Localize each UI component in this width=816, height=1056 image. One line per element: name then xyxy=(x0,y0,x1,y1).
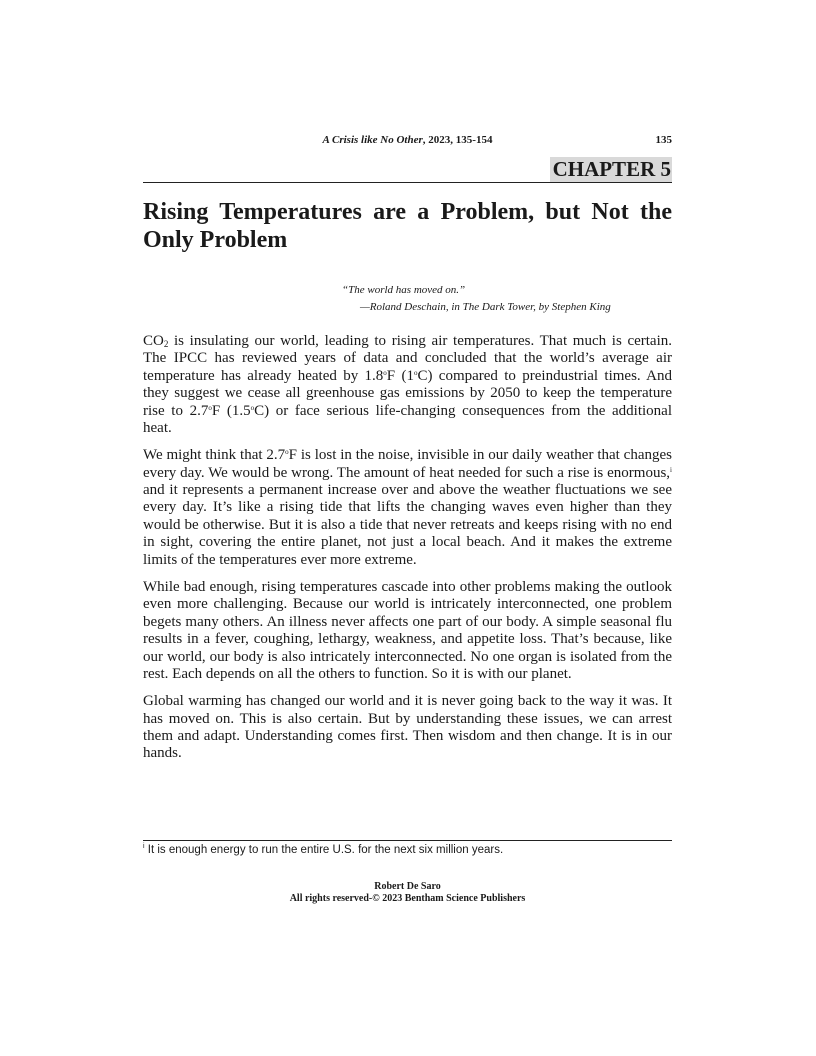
footnote-divider xyxy=(143,840,672,841)
text-run: C) compared to preindustrial times. And they suggest we cease all greenhouse gas emissions by 2050 to keep the temperature rise to 2.7 xyxy=(143,367,672,419)
chapter-label: CHAPTER 5 xyxy=(550,157,672,182)
degree-mark: o xyxy=(250,403,255,412)
book-citation xyxy=(143,131,672,149)
text-run: We might think that 2.7 xyxy=(143,447,286,464)
subscript: 2 xyxy=(163,339,169,349)
paragraph-3: While bad enough, rising temperatures cascade into other problems making the outlook even more challenging. Because our world is intricately interconnected, one problem begets many others. An illness never affects one part of our body. A simple seasonal flu results in a fever, coughing, lethargy, weakness, and appetite loss. That’s because, like our world, our body is also intricately interconnected. No one organ is isolated from the rest. Each depends on all the others to function. So it is with our planet. xyxy=(143,578,672,682)
page-footer xyxy=(143,881,672,905)
page-number: 135 xyxy=(655,134,672,146)
footnote xyxy=(143,842,672,858)
footnote-marker: i xyxy=(143,843,145,850)
text-run: F (1 xyxy=(386,367,414,384)
degree-mark: o xyxy=(285,448,289,457)
epigraph-quote: “The world has moved on.” xyxy=(342,284,466,296)
footer-rights: All rights reserved-© 2023 Bentham Science Publishers xyxy=(289,893,526,904)
citation-details: , 2023, 135-154 xyxy=(422,134,493,146)
paragraph-2 xyxy=(143,447,672,569)
epigraph-attribution: —Roland Deschain, in The Dark Tower, by Stephen King xyxy=(360,301,611,313)
paragraph-4: Global warming has changed our world and it is never going back to the way it was. It has moved on. This is also certain. But by understanding these issues, we can arrest them and adapt. Understanding comes first. Then wisdom and then change. It is in our hands. xyxy=(143,693,672,762)
text-run: C) or face serious life-changing consequences from the additional heat. xyxy=(143,402,673,437)
degree-mark: o xyxy=(413,368,418,377)
chapter-bar xyxy=(143,157,672,183)
text-run: and it represents a permanent increase over and above the weather fluctuations we see every day. It’s like a rising tide that lifts the changing waves even higher than they would be otherwise. But it is also a tide that never retreats and keeps rising with no end in sight, covering the entire planet, not just a local beach. And it makes the extreme limits of the temperatures ever more extreme. xyxy=(143,482,672,568)
chapter-title: Rising Temperatures are a Problem, but Not the Only Problem xyxy=(143,199,672,253)
body-text xyxy=(143,333,672,773)
footnote-reference[interactable]: i xyxy=(670,465,672,474)
text-run: F (1.5 xyxy=(211,402,251,419)
text-run: F is lost in the noise, invisible in our daily weather that changes every day. We would be wrong. The amount of heat needed for such a rise is enormous, xyxy=(143,447,672,481)
paragraph-1 xyxy=(143,333,672,437)
text-run: is insulating our world, leading to rising air temperatures. That much is certain. The IPCC has reviewed years of data and concluded that the world’s average air temperature has already heated by 1.8 xyxy=(143,333,672,384)
running-header xyxy=(143,131,672,149)
footnote-text: It is enough energy to run the entire U.S. for the next six million years. xyxy=(144,844,504,856)
degree-mark: o xyxy=(383,368,387,377)
epigraph xyxy=(342,282,672,316)
degree-mark: o xyxy=(208,403,212,412)
text-run: CO xyxy=(143,333,164,349)
book-title: A Crisis like No Other xyxy=(322,134,423,146)
footer-author: Robert De Saro xyxy=(374,881,441,892)
